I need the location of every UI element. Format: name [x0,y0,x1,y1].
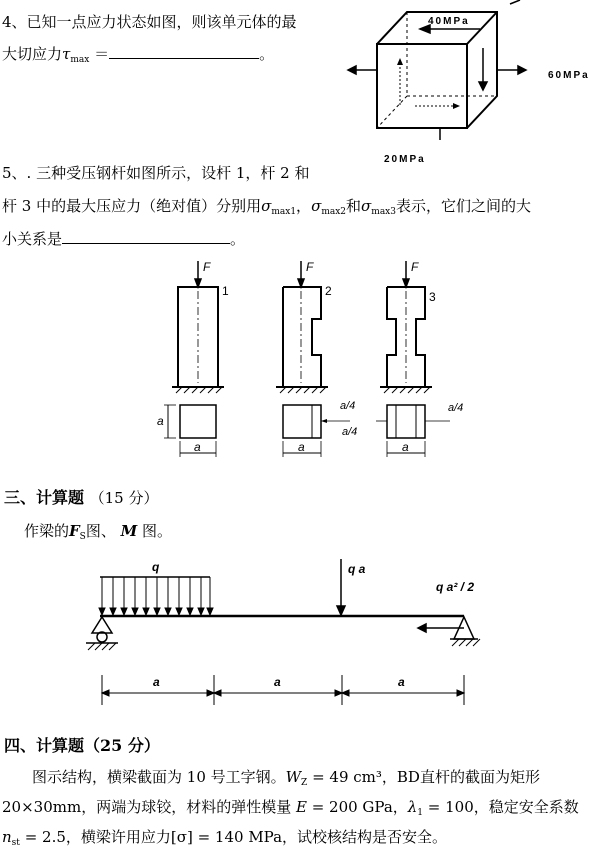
sigma-3: σ [361,197,372,215]
dim-a-3: a [398,675,405,689]
rod1-F: F [203,260,211,274]
right-stress-arrow [497,66,526,74]
front-face-dashed-arrows [400,62,456,106]
top-right-arrow [510,0,520,4]
sec3-prompt-b: 图、 [85,522,116,540]
label-60mpa: 60MPa [548,70,590,81]
q4-line2 [2,44,274,70]
q4-prefix: 大切应力 [2,45,63,63]
left-support-hatch [88,643,116,650]
label-moment: q a² / 2 [436,580,475,594]
right-face-down-arrow [479,48,487,90]
distributed-load-arrows [99,577,213,615]
beam-figure [80,555,520,715]
rod-2 [276,260,357,457]
rod2-a4-lower: a/4 [342,426,358,438]
q5-line2-b: 表示，它们之间的大 [395,197,531,215]
m-symbol: M [120,522,138,540]
n-sub: st [11,838,20,848]
rod2-section-a: a [298,440,305,454]
n-value: = 2.5，横梁许用应力[σ] = 140 MPa，试校核结构是否安全。 [19,828,448,846]
label-q: q [152,560,160,574]
fs-sub: S [79,532,86,542]
sec3-prompt-c: 图。 [142,522,173,540]
q5-comma: ， [296,197,312,215]
label-qa: q a [348,562,366,576]
sigma-2: σ [311,197,322,215]
rod2-a4-upper: a/4 [340,400,356,412]
front-up-arrowhead [397,58,403,65]
q4-line1: 4、已知一点应力状态如图，则该单元体的最 [2,13,297,31]
sec3-title: 三、计算题 [4,488,85,507]
n-symbol: n [2,828,12,846]
q5-answer-blank[interactable] [62,229,230,244]
q5-line2 [2,196,531,222]
q4-tau-sub: max [70,55,90,65]
fs-symbol: F [69,522,80,540]
stress-element-figure [340,0,612,170]
sec4-line2 [2,797,579,823]
sec4-line1 [32,767,540,793]
wz-sub: Z [301,778,308,788]
sec3-prompt-a: 作梁的 [24,522,70,540]
lambda-sub: 1 [417,808,424,818]
rod3-section-a: a [402,440,409,454]
rod1-section-a: a [194,440,201,454]
rod3-label: 3 [429,290,436,304]
sec4-line3 [2,827,447,853]
e-value: = 200 GPa， [306,798,408,816]
e-symbol: E [295,798,307,816]
q4-answer-blank[interactable] [109,44,259,59]
front-right-arrowhead [453,103,460,109]
left-pin-support [86,617,118,643]
sec3-prompt [24,521,172,547]
sec3-heading [4,485,158,508]
q5-and: 和 [346,197,362,215]
sec3-score: （15 分） [89,489,159,507]
right-support-hatch [452,639,480,646]
point-load-arrow [337,559,345,615]
rod3-F: F [411,260,419,274]
rod-3 [376,260,463,457]
sec4-line2-a: 20×30mm，两端为球铰，材料的弹性模量 [2,798,296,816]
rod1-label: 1 [222,284,229,298]
dim-a-2: a [274,675,281,689]
rods-figure [150,255,480,465]
sigma-sub-1: max1 [271,207,297,217]
q5-line2-a: 杆 3 中的最大压应力（绝对值）分别用 [2,197,262,215]
lambda-symbol: λ [407,798,418,816]
q5-line1: 5、. 三种受压钢杆如图所示，设杆 1，杆 2 和 [2,164,310,182]
rod2-label: 2 [325,284,332,298]
label-40mpa: 40MPa [428,16,470,27]
sigma-sub-3: max3 [371,207,396,217]
q5-line3 [2,229,245,249]
lambda-value: = 100，稳定安全系数 [423,798,579,816]
rod3-a4: a/4 [448,402,464,414]
label-20mpa: 20MPa [384,154,426,165]
rod-1 [157,260,229,457]
q4-equals: ＝ [89,45,110,63]
q4-end: 。 [259,45,275,63]
q5-end: 。 [230,230,246,248]
rod1-section-a-vertical: a [157,414,164,428]
wz-symbol: W [285,768,302,786]
dim-a-1: a [153,675,160,689]
sigma-1: σ [261,197,272,215]
wz-value: = 49 cm³，BD直杆的截面为矩形 [307,768,540,786]
sigma-sub-2: max2 [321,207,347,217]
q5-line3-text: 小关系是 [2,230,63,248]
sec4-heading: 四、计算题（25 分） [4,736,160,755]
left-stress-arrow [348,66,377,74]
sec4-line1-a: 图示结构，横梁截面为 10 号工字钢。 [32,768,286,786]
q4-tau: τ [62,45,71,63]
rod2-F: F [306,260,314,274]
